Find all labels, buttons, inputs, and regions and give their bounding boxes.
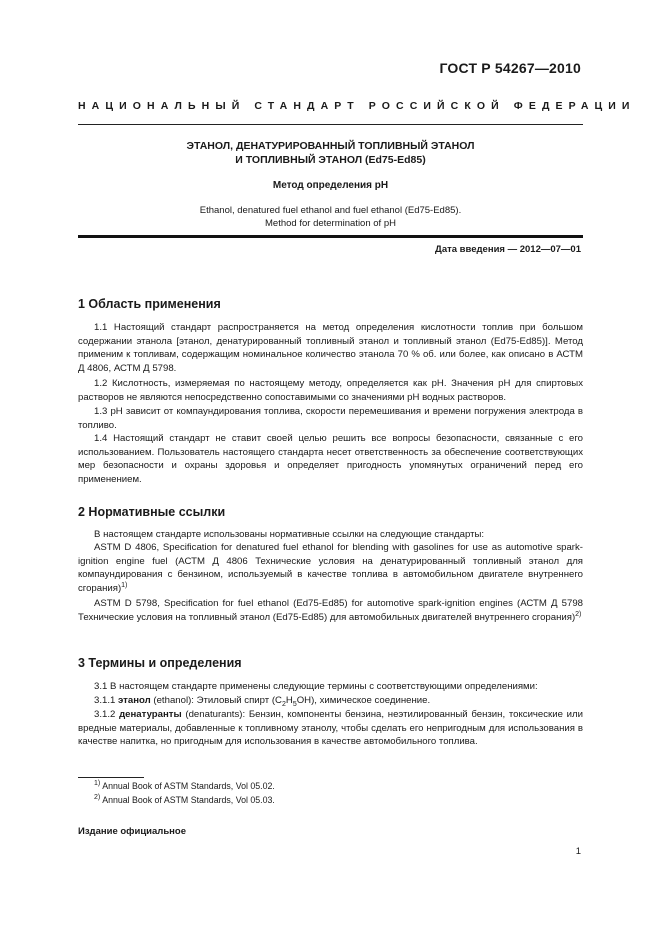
term-ethanol: 3.1.1 этанол (ethanol): Этиловый спирт $(C_2H_5OH)$, химическое соединение. bbox=[94, 695, 431, 708]
reference-astm-d5798: ASTM D 5798, Specification for fuel ethanol (Ed75-Ed85) for automotive spark-ignition engines (АСТМ Д 5798 Технические условия на топливный этанол (Ed75-Ed85) для автомобильных двигателей внутреннего сгорания)$^{2)}$ bbox=[78, 598, 583, 623]
english-title-line2: Method for determination of pH bbox=[265, 218, 396, 229]
national-standard-banner: НАЦИОНАЛЬНЫЙ СТАНДАРТ РОССИЙСКОЙ ФЕДЕРАЦИИ bbox=[78, 100, 636, 112]
english-title-line1: Ethanol, denatured fuel ethanol and fuel ethanol (Ed75-Ed85). bbox=[199, 205, 462, 216]
document-title-line2: И ТОПЛИВНЫЙ ЭТАНОЛ (Ed75-Ed85) bbox=[235, 154, 426, 166]
section-1-heading: 1 Область применения bbox=[78, 297, 221, 311]
paragraph-1-2: 1.2 Кислотность, измеряемая по настоящему методу, определяется как pH. Значения pH для спиртовых растворов не являются непосредственно сопоставимыми со значениями pH водных растворов. bbox=[78, 378, 583, 403]
divider-line bbox=[78, 124, 583, 125]
footnote-mark-2: 2) bbox=[575, 610, 582, 618]
footnote-mark-1: 1) bbox=[121, 581, 128, 589]
section-2-heading: 2 Нормативные ссылки bbox=[78, 505, 226, 519]
paragraph-1-4: 1.4 Настоящий стандарт не ставит своей целью решить все вопросы безопасности, связанные с его использованием. Пользователь настоящего стандарта несет ответственность за обеспечение соответствующих мер безопасности и охраны здоровья и определяет пригодность упомянутых ограничений перед его применением. bbox=[78, 433, 583, 485]
gost-number: ГОСТ Р 54267—2010 bbox=[439, 60, 581, 76]
footnote-2: $^{2)}$ Annual Book of ASTM Standards, Vol 05.03. bbox=[94, 794, 275, 805]
footnote-divider bbox=[78, 777, 144, 778]
footnote-1: $^{1)}$ Annual Book of ASTM Standards, Vol 05.02. bbox=[94, 780, 275, 791]
official-edition-label: Издание официальное bbox=[78, 826, 186, 837]
section-3-heading: 3 Термины и определения bbox=[78, 656, 242, 670]
page-number: 1 bbox=[575, 846, 581, 857]
term-denaturants: 3.1.2 денатуранты (denaturants): Бензин, компоненты бензина, неэтилированный бензин, токсические или вредные материалы, добавленные к топливному этанолу, чтобы сделать его непригодным для использования в качестве напитка, но пригодным для использования в качестве автомобильного топлива. bbox=[78, 709, 583, 747]
terms-intro: 3.1 В настоящем стандарте применены следующие термины с соответствующими определениями: bbox=[94, 681, 538, 692]
reference-astm-d4806: ASTM D 4806, Specification for denatured fuel ethanol for blending with gasolines for use as automotive spark-ignition engine fuel (АСТМ Д 4806 Технические условия на денатурированный топливный этанол для компаундирования с бензином, используемый в качестве топлива в автомобильном двигателе внутреннего сгорания)$^{1)}$ bbox=[78, 542, 583, 594]
paragraph-1-3: 1.3 pH зависит от компаундирования топлива, скорости перемешивания и времени погружения электрода в топливо. bbox=[78, 406, 583, 431]
document-title-line1: ЭТАНОЛ, ДЕНАТУРИРОВАННЫЙ ТОПЛИВНЫЙ ЭТАНОЛ bbox=[186, 140, 475, 152]
method-subtitle: Метод определения pH bbox=[272, 180, 389, 191]
paragraph-1-1: 1.1 Настоящий стандарт распространяется на метод определения кислотности топлив при большом содержании этанола [этанол, денатурированный топливный этанол и топливный этанол (Ed75-Ed85)]. Метод применим к топливам, содержащим номинальное количество этанола 70 % об. или более, как описано в АСТМ Д 4806, АСТМ Д 5798. bbox=[78, 322, 583, 374]
references-intro: В настоящем стандарте использованы нормативные ссылки на следующие стандарты: bbox=[94, 529, 485, 540]
title-divider bbox=[78, 235, 583, 238]
introduction-date: Дата введения — 2012—07—01 bbox=[435, 244, 581, 255]
